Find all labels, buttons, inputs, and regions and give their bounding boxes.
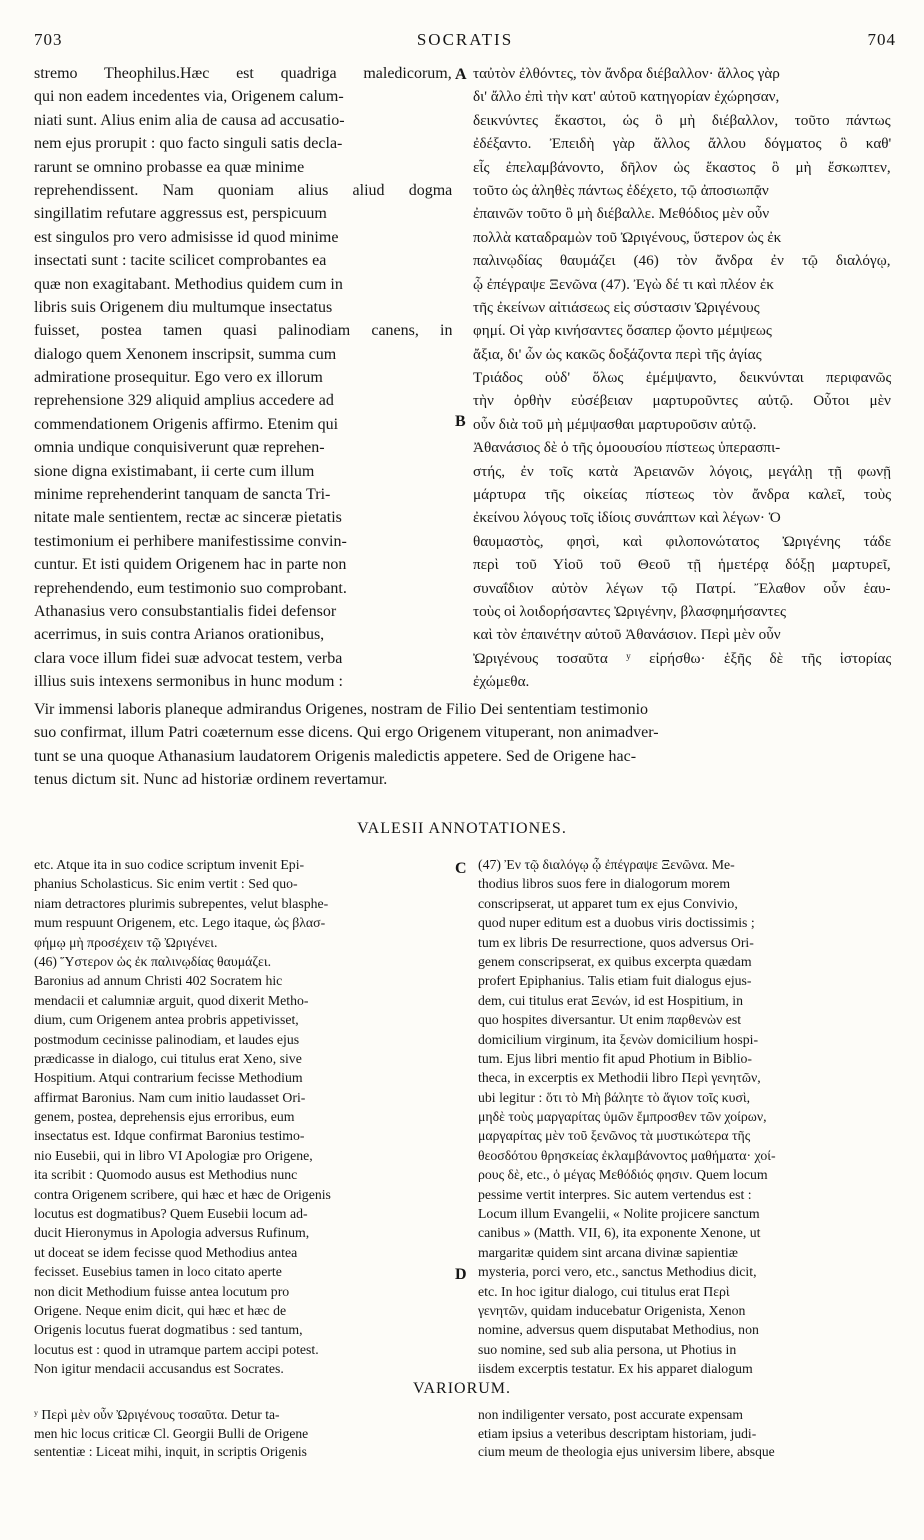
latin-line: nem ejus prorupit : quo facto singuli satis decla-	[34, 135, 343, 153]
greek-line: περὶ τοῦ Υἱοῦ τοῦ Θεοῦ τῇ ἡμετέρᾳ δόξῃ μαρτυρεῖ,	[473, 556, 891, 574]
annotation-line: quo hospites diversantur. Ut enim παρθενὼν est	[478, 1012, 742, 1028]
greek-line: τοῦτο ὡς ἀληθὲς πάντως ἐδέχετο, τῷ ἀποσιωπᾷν	[473, 181, 769, 199]
greek-line: εἷς ἐπελαμβάνοντο, δῆλον ὡς ἕκαστος ὃ μὴ ἔσκωπτεν,	[473, 158, 891, 176]
annotation-line: thodius libros suos fere in dialogorum morem	[478, 876, 731, 892]
latin-line: acerrimus, in suis contra Arianos orationibus,	[34, 626, 325, 644]
annotation-line: μηδὲ τοὺς μαργαρίτας ὑμῶν ἔμπροσθεν τῶν χοίρων,	[478, 1109, 767, 1125]
annotation-line: ρους δὲ, etc., ὁ μέγας Μεθόδιός φησιν. Quem locum	[478, 1167, 768, 1183]
latin-line: singillatim refutare aggressus est, perspicuum	[34, 205, 327, 223]
annotation-line: nio Eusebii, qui in libro VI Apologiæ pro Origene,	[34, 1147, 313, 1163]
annotation-line: φήμῳ μὴ προσέχειν τῷ Ὠριγένει.	[34, 934, 218, 950]
greek-line: φημί. Οἱ γὰρ κινήσαντες ὅσαπερ ᾤοντο μέμψεως	[473, 322, 772, 340]
greek-line: πολλὰ καταδραμὼν τοῦ Ὠριγένους, ὕστερον ὡς ἐκ	[473, 228, 782, 246]
latin-line: libris suis Origenem diu multumque insectatus	[34, 298, 333, 316]
greek-line: ἐχώμεθα.	[473, 673, 530, 691]
latin-line: dialogo quem Xenonem inscripsit, summa cum	[34, 345, 337, 363]
annotation-line: contra Origenem scribere, qui hæc et hæc de Origenis	[34, 1186, 331, 1202]
annotation-line: tum. Ejus libri mentio fit apud Photium in Biblio-	[478, 1050, 753, 1066]
annotation-line: fecisset. Eusebius tamen in loco citato aperte	[34, 1264, 282, 1280]
annotation-line: Origene. Neque enim dicit, qui hæc et hæc de	[34, 1302, 287, 1318]
latin-line: stremo Theophilus.Hæc est quadriga maledicorum,	[34, 65, 452, 82]
annotation-line: θεοσδότου θρησκείας ἐκλαμβάνοντος μαθήματα· χοί-	[478, 1147, 776, 1163]
annotation-line: Hospitium. Atqui contrarium fecisse Methodium	[34, 1070, 303, 1086]
latin-line: commendationem Origenis affirmo. Etenim qui	[34, 415, 339, 433]
latin-text-column	[34, 62, 452, 702]
annotation-line: (46) Ὕστερον ὡς ἐκ παλινῳδίας θαυμάζει.	[34, 953, 272, 969]
greek-line: θαυμαστὸς, φησὶ, καὶ φιλοπονώτατος Ὠριγένης τάδε	[473, 532, 891, 550]
latin-line: rarunt se omnino probasse ea quæ minime	[34, 158, 305, 176]
latin-line: illius suis intexens sermonibus in hunc modum :	[34, 673, 343, 691]
greek-line: Ἀθανάσιος δὲ ὁ τῆς ὁμοουσίου πίστεως ὑπερασπι-	[473, 439, 781, 457]
latin-line: est singulos pro vero admisisse id quod minime	[34, 228, 339, 246]
latin-line: insectati sunt : tacite scilicet comprobantes ea	[34, 252, 327, 270]
greek-line: ἐδέξαντο. Ἐπειδὴ γὰρ ἄλλος ἄλλου δόγματος ὃ καθ'	[473, 135, 891, 153]
greek-line: παλινῳδίας θαυμάζει (46) τὸν ἄνδρα ἐν τῷ διαλόγῳ,	[473, 252, 891, 270]
full-width-line: Vir immensi laboris planeque admirandus Origenes, nostram de Filio Dei sententiam testimonio	[34, 701, 649, 718]
greek-line: καὶ τὸν ἐπαινέτην αὐτοῦ Ἀθανάσιον. Περὶ μὲν οὖν	[473, 626, 781, 644]
annotation-line: Baronius ad annum Christi 402 Socratem hic	[34, 973, 283, 989]
annotation-line: pessime vertit interpres. Sic autem vertendus est :	[478, 1186, 752, 1202]
annotation-line: mysteria, porci vero, etc., sanctus Methodius dicit,	[478, 1264, 757, 1280]
full-width-line: tenus dictum sit. Nunc ad historiæ ordinem revertamur.	[34, 771, 388, 789]
latin-line: reprehendissent. Nam quoniam alius aliud dogma	[34, 181, 452, 199]
latin-line: reprehensione 329 aliquid amplius accedere ad	[34, 392, 334, 410]
margin-marker-d: D	[455, 1266, 467, 1283]
annotation-line: γενητῶν, quidam inducebatur Origenista, Xenon	[478, 1302, 746, 1318]
greek-line: Τριάδος οὐδ' ὅλως ἐμέμψαντο, δεικνύνται περιφανῶς	[473, 369, 891, 387]
variorum-left-column	[34, 1406, 452, 1466]
latin-line: Athanasius vero consubstantialis fidei defensor	[34, 602, 337, 620]
annotation-line: ducit Hieronymus in Apologia adversus Rufinum,	[34, 1225, 310, 1241]
greek-line: δεικνύντες ἕκαστοι, ὡς ὃ μὴ διέβαλλον, τοῦτο πάντως	[473, 111, 891, 129]
greek-line: δι' ἄλλο ἐπὶ τὴν κατ' αὐτοῦ κατηγορίαν ἐχώρησαν,	[473, 88, 780, 106]
variorum-line: cium meum de theologia ejus universim libere, absque	[478, 1444, 775, 1460]
margin-marker-a: A	[455, 66, 467, 83]
valesii-annotations-title: VALESII ANNOTATIONES.	[357, 820, 567, 837]
variorum-line: ʸ Περὶ μὲν οὖν Ὠριγένους τοσαῦτα. Detur ta-	[34, 1407, 280, 1422]
annotation-line: conscripserat, ut apparet tum ex ejus Convivio,	[478, 895, 738, 911]
variorum-line: sententiæ : Liceat mihi, inquit, in scriptis Origenis	[34, 1444, 307, 1460]
annotation-line: iisdem excerptis testatur. Ex his apparet dialogum	[478, 1361, 753, 1377]
greek-line: οὖν διὰ τοῦ μὴ μέμψασθαι μαρτυροῦσιν αὐτῷ.	[473, 415, 757, 433]
full-width-text	[34, 698, 894, 794]
annotation-line: Locum illum Evangelii, « Nolite projicere sanctum	[478, 1206, 760, 1222]
annotation-line: domicilium virginum, ita ξενὼν domicilium hospi-	[478, 1031, 759, 1047]
annotation-line: suo nomine, sed sub alia persona, ut Photius in	[478, 1341, 737, 1357]
annotation-line: affirmat Baronius. Nam cum initio laudasset Ori-	[34, 1089, 306, 1105]
annotation-line: Origenis locutus fuerat dogmatibus : sed tantum,	[34, 1322, 303, 1338]
annotation-line: etc. Atque ita in suo codice scriptum invenit Epi-	[34, 857, 305, 872]
latin-line: testimonium ei perhibere manifestissime convin-	[34, 532, 347, 550]
annotation-line: niam detractores plurimis subrepentes, velut blasphe-	[34, 895, 329, 911]
annotation-line: mendacii et calumniæ arguit, quod dixerit Metho-	[34, 992, 309, 1008]
annotation-line: ut doceat se idem fecisse quod Methodius antea	[34, 1244, 298, 1260]
greek-line: τοὺς οἱ λοιδορήσαντες Ὠριγένην, βλασφημήσαντες	[473, 602, 787, 620]
annotation-line: postmodum cecinisse palinodiam, et laudes ejus	[34, 1031, 300, 1047]
greek-line: τῆς ἐκείνων αἰτιάσεως εἰς σύστασιν Ὠριγένους	[473, 298, 760, 316]
annotation-line: mum respuunt Origenem, etc. Lego itaque, ὡς βλασ-	[34, 915, 326, 931]
latin-line: minime reprehenderint tanquam de sancta Tri-	[34, 486, 331, 504]
variorum-title: VARIORUM.	[412, 1380, 512, 1397]
annotation-line: canibus » (Matth. VII, 6), ita exponente Xenone, ut	[478, 1225, 761, 1241]
running-title: SOCRATIS	[416, 30, 514, 49]
greek-line: συναΐδιον αὐτὸν λέγων τῷ Πατρί. Ἔλαθον οὖν ἑαυ-	[473, 579, 891, 597]
annotation-line: locutus est dogmatibus? Quem Eusebii locum ad-	[34, 1206, 308, 1222]
annotation-line: profert Epiphanius. Talis etiam fuit dialogus ejus-	[478, 973, 752, 989]
greek-line: ἐπαινῶν τοῦτο ὃ μὴ διέβαλλε. Μεθόδιος μὲν οὖν	[473, 205, 770, 223]
variorum-line: etiam ipsius a veteribus descriptam historiam, judi-	[478, 1425, 757, 1441]
page-number-left: 703	[34, 30, 63, 49]
greek-line: ἄξια, δι' ὧν ὡς κακῶς δοξάζοντα περὶ τῆς ἁγίας	[473, 345, 762, 363]
annotation-line: prædicasse in dialogo, cui titulus erat Xeno, sive	[34, 1050, 302, 1066]
annotation-line: genem conscripserat, ex quibus excerpta quædam	[478, 953, 752, 969]
annotation-line: margaritæ quidem sint arcana divinæ sapientiæ	[478, 1244, 738, 1260]
latin-line: niati sunt. Alius enim alia de causa ad accusatio-	[34, 111, 345, 129]
annotation-line: Non igitur mendacii accusandus est Socrates.	[34, 1361, 284, 1377]
annotation-line: theca, in excerptis ex Methodii libro Περὶ γενητῶν,	[478, 1070, 761, 1086]
full-width-line: tunt se una quoque Athanasium laudatorem Origenis maledictis appetere. Sed de Origene hac-	[34, 747, 637, 765]
latin-line: nitate male sentientem, rectæ ac sinceræ pietatis	[34, 509, 342, 527]
greek-line: μάρτυρα τῆς οἰκείας πίστεως τὸν ἄνδρα καλεῖ, τοὺς	[473, 486, 891, 504]
latin-line: fuisset, postea tamen quasi palinodiam canens, in	[34, 322, 452, 340]
latin-line: quæ non exagitabant. Methodius quidem cum in	[34, 275, 343, 293]
greek-text-column	[473, 62, 891, 702]
latin-line: cuntur. Et isti quidem Origenem hac in parte non	[34, 556, 347, 574]
greek-line: ᾧ ἐπέγραψε Ξενῶνα (47). Ἐγὼ δέ τι καὶ πλέον ἐκ	[473, 275, 774, 293]
latin-line: sione digna existimabant, ii certe cum illum	[34, 462, 315, 480]
annotation-line: dium, cum Origenem antea probris appetivisset,	[34, 1012, 299, 1028]
margin-marker-b: B	[455, 413, 466, 430]
annotation-line: insectatus est. Idque confirmat Baronius testimo-	[34, 1128, 305, 1144]
annotation-line: genem, postea, deprehensis ejus erroribus, eum	[34, 1109, 295, 1125]
annotation-line: dem, cui titulus erat Ξενών, id est Hospitium, in	[478, 992, 743, 1008]
variorum-line: men hic locus criticæ Cl. Georgii Bulli de Origene	[34, 1425, 309, 1441]
variorum-right-column	[478, 1406, 892, 1466]
annotation-line: (47) Ἐν τῷ διαλόγῳ ᾧ ἐπέγραψε Ξενῶνα. Me-	[478, 857, 735, 872]
annotations-left-column	[34, 855, 452, 1385]
latin-line: clara voce illum fidei suæ advocat testem, verba	[34, 649, 343, 667]
annotation-line: locutus est : quod in utramque partem accipi potest.	[34, 1341, 319, 1357]
variorum-line: non indiligenter versato, post accurate expensam	[478, 1407, 743, 1422]
annotation-line: ita scribit : Quomodo ausus est Methodius nunc	[34, 1167, 298, 1183]
annotation-line: non dicit Methodium fuisse antea locutum pro	[34, 1283, 290, 1299]
latin-line: qui non eadem incedentes via, Origenem calum-	[34, 88, 344, 106]
annotation-line: nomine, adversus quem disputabat Methodius, non	[478, 1322, 759, 1338]
page-header	[34, 30, 896, 54]
annotation-line: μαργαρίτας μὲν τοῦ ξενῶνος τὰ μυστικώτερα τῆς	[478, 1128, 751, 1144]
greek-line: ταὐτὸν ἐλθόντες, τὸν ἄνδρα διέβαλλον· ἄλλος γὰρ	[473, 65, 780, 82]
greek-line: Ὠριγένους τοσαῦτα ʸ εἰρήσθω· ἑξῆς δὲ τῆς ἱστορίας	[473, 649, 891, 667]
greek-line: τὴν ὀρθὴν εὐσέβειαν μαρτυροῦντες αὐτῷ. Οὗτοι μὲν	[473, 392, 891, 410]
annotation-line: ubi legitur : ὅτι τὸ Μὴ βάλητε τὸ ἅγιον τοῖς κυσὶ,	[478, 1089, 751, 1105]
margin-marker-c: C	[455, 860, 467, 877]
page-number-right: 704	[867, 30, 896, 49]
latin-line: admiratione prosequitur. Ego vero ex illorum	[34, 369, 323, 387]
annotation-line: phanius Scholasticus. Sic enim vertit : Sed quo-	[34, 876, 298, 892]
greek-line: στής, ἐν τοῖς κατὰ Ἀρειανῶν λόγοις, μεγάλῃ τῇ φωνῇ	[473, 462, 891, 480]
greek-line: ἐκείνου λόγους τοῖς ἰδίοις συνάπτων καὶ λέγων· Ὁ	[473, 509, 781, 527]
annotation-line: quod nuper editum est a duobus viris doctissimis ;	[478, 915, 755, 931]
latin-line: reprehendendo, eum testimonio suo comprobant.	[34, 579, 347, 597]
full-width-line: suo confirmat, illum Patri coæternum esse dicens. Qui ergo Origenem vituperant, non animadver-	[34, 724, 659, 742]
annotation-line: tum ex libris De resurrectione, quos adversus Ori-	[478, 934, 754, 950]
annotations-right-column	[478, 855, 892, 1385]
annotation-line: etc. In hoc igitur dialogo, cui titulus erat Περὶ	[478, 1283, 730, 1299]
latin-line: omnia undique conquisiverunt quæ reprehen-	[34, 439, 325, 457]
